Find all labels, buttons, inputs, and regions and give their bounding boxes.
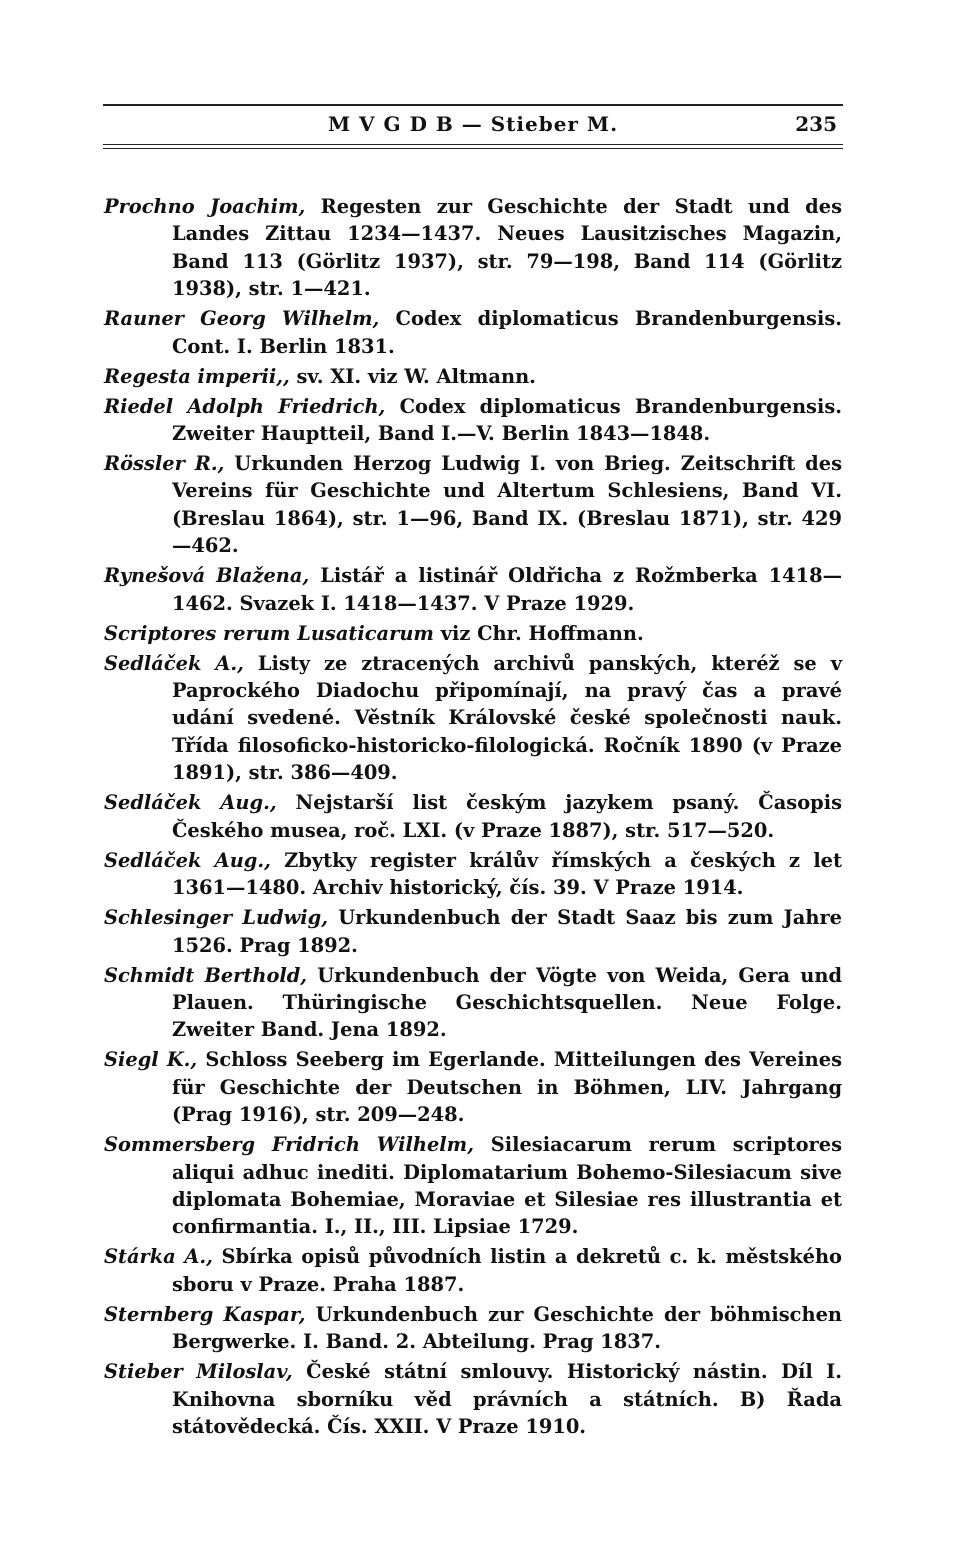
running-head [103, 106, 843, 142]
entry-citation: Urkunden Herzog Ludwig I. von Brieg. Zeitschrift des Vereins für Geschichte und Altertum Schlesiens, Band VI. (Breslau 1864), str. 1—96, Band IX. (Breslau 1871), str. 429—462. [172, 452, 842, 558]
entry-author: Sternberg Kaspar, [104, 1302, 306, 1326]
entry-citation: Codex diplomaticus Brandenburgensis. Cont. I. Berlin 1831. [172, 307, 842, 358]
entry-author: Siegl K., [104, 1048, 198, 1072]
bibliography-entry [104, 393, 842, 448]
entry-author: Riedel Adolph Friedrich, [104, 394, 386, 418]
entry-author: Schmidt Berthold, [104, 963, 308, 987]
entry-citation: viz Chr. Hoffmann. [433, 621, 644, 645]
bibliography-entry [104, 847, 842, 902]
entry-citation: Listy ze ztracených archivů panských, kteréž se v Paprockého Diadochu připomínají, na pravý čas a pravé udání svedené. Věstník Královské české společnosti nauk. Třída filosoficko-historicko-filologická. Ročník 1890 (v Praze 1891), str. 386—409. [172, 651, 842, 785]
bibliography-entry [104, 305, 842, 360]
entry-citation: sv. XI. viz W. Altmann. [289, 364, 536, 388]
entry-author: Sommersberg Fridrich Wilhelm, [104, 1133, 474, 1157]
bibliography-entry [104, 620, 842, 647]
entry-author: Sedláček Aug., [104, 791, 277, 815]
bibliography-entry [104, 1358, 842, 1440]
entry-author: Sedláček A., [104, 651, 244, 675]
bibliography-entry [104, 363, 842, 390]
bibliography-entry [104, 1301, 842, 1356]
bibliography-entry [104, 562, 842, 617]
bibliography-entry [104, 1046, 842, 1128]
entry-citation: Nejstarší list českým jazykem psaný. Časopis Českého musea, roč. LXI. (v Praze 1887), str. 517—520. [172, 791, 842, 842]
entry-author: Stieber Miloslav, [104, 1360, 293, 1384]
bibliography-entry [104, 904, 842, 959]
entry-citation: Silesiacarum rerum scriptores aliqui adhuc inediti. Diplomatarium Bohemo-Silesiacum sive diplomata Bohemiae, Moraviae et Silesiae res illustrantia et confirmantia. I., II., III. Lipsiae 1729. [172, 1133, 843, 1239]
entry-author: Sedláček Aug., [104, 848, 271, 872]
page-number: 235 [795, 112, 837, 136]
bibliography-entry [104, 193, 842, 303]
entry-author: Rauner Georg Wilhelm, [104, 307, 380, 331]
bibliography-entry [104, 962, 842, 1044]
entry-author: Rynešová Blažena, [104, 564, 310, 588]
entry-citation: Urkundenbuch der Vögte von Weida, Gera und Plauen. Thüringische Geschichtsquellen. Neue Folge. Zweiter Band. Jena 1892. [172, 963, 842, 1042]
entry-citation: Urkundenbuch zur Geschichte der böhmischen Bergwerke. I. Band. 2. Abteilung. Prag 1837. [172, 1302, 842, 1354]
entry-citation: Regesten zur Geschichte der Stadt und des Landes Zittau 1234—1437. Neues Lausitzisches Magazin, Band 113 (Görlitz 1937), str. 79—198, Band 114 (Görlitz 1938), str. 1—421. [172, 195, 842, 301]
entry-citation: Urkundenbuch der Stadt Saaz bis zum Jahre 1526. Prag 1892. [172, 906, 842, 957]
entry-author: Stárka A., [104, 1245, 213, 1269]
bibliography-entry [104, 650, 842, 787]
bibliography-list [104, 193, 842, 1443]
entry-author: Regesta imperii,, [104, 364, 290, 388]
entry-citation: Schloss Seeberg im Egerlande. Mitteilungen des Vereines für Geschichte der Deutschen in Böhmen, LIV. Jahrgang (Prag 1916), str. 209—248. [172, 1048, 842, 1127]
entry-author: Schlesinger Ludwig, [104, 906, 328, 930]
entry-citation: Listář a listinář Oldřicha z Rožmberka 1418—1462. Svazek I. 1418—1437. V Praze 1929. [172, 564, 842, 615]
entry-author: Scriptores rerum Lusaticarum [104, 621, 434, 645]
entry-citation: Sbírka opisů původních listin a dekretů c. k. městského sboru v Praze. Praha 1887. [172, 1245, 842, 1296]
bibliography-entry [104, 1131, 842, 1241]
entry-citation: České státní smlouvy. Historický nástin. Díl I. Knihovna sborníku věd právních a státních. B) Řada státovědecká. Čís. XXII. V Praze 1910. [172, 1360, 842, 1438]
bibliography-entry [104, 789, 842, 844]
entry-citation: Zbytky register králův římských a českých z let 1361—1480. Archiv historický, čís. 39. V Praze 1914. [172, 848, 842, 900]
bibliography-entry [104, 450, 842, 560]
bibliography-entry [104, 1243, 842, 1298]
running-title: M V G D B — Stieber M. [327, 112, 619, 136]
header-double-rule [103, 144, 843, 149]
entry-citation: Codex diplomaticus Brandenburgensis. Zweiter Hauptteil, Band I.—V. Berlin 1843—1848. [172, 394, 842, 446]
entry-author: Rössler R., [104, 452, 225, 476]
entry-author: Prochno Joachim, [104, 195, 306, 218]
